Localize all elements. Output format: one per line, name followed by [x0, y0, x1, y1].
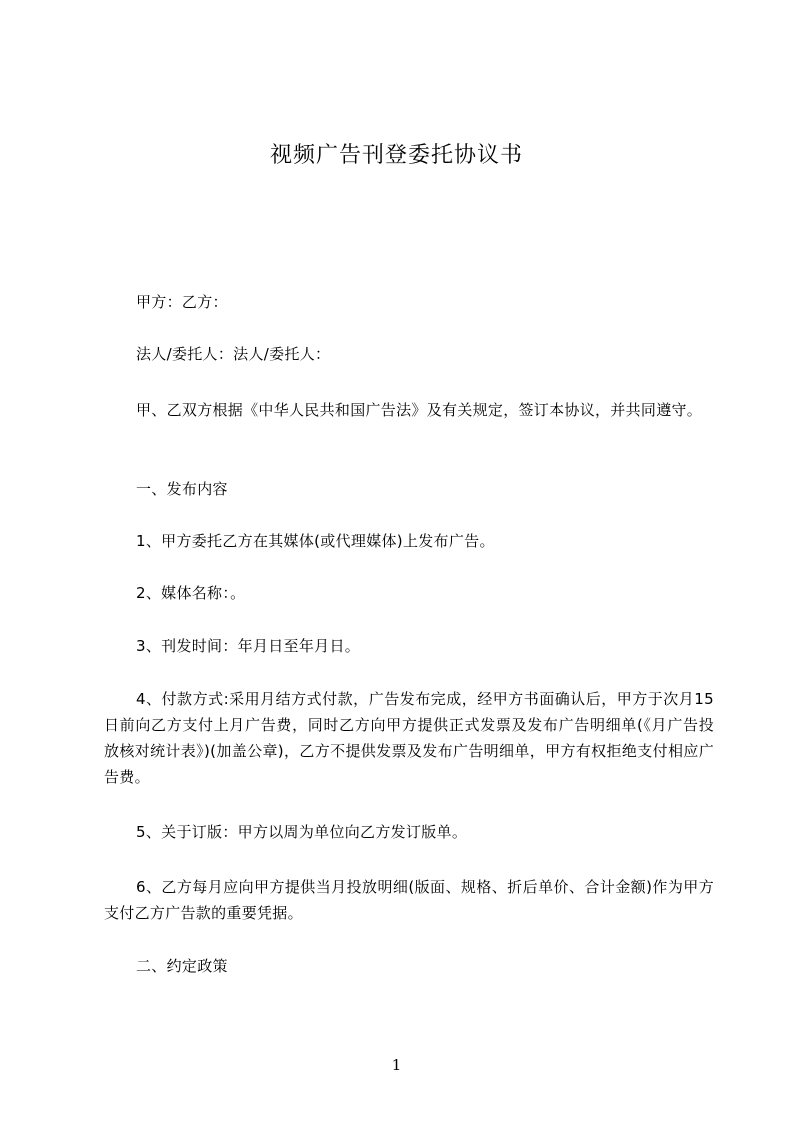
document-title: 视频广告刊登委托协议书	[269, 143, 523, 168]
party-names-line: 甲方：乙方：	[136, 293, 228, 311]
clause-1: 1、甲方委托乙方在其媒体(或代理媒体)上发布广告。	[136, 532, 495, 550]
clause-2: 2、媒体名称：。	[136, 584, 246, 602]
clause-4: 4、付款方式:采用月结方式付款，广告发布完成，经甲方书面确认后，甲方于次月15日前向乙方支付上月广告费，同时乙方向甲方提供正式发票及发布广告明细单(《月广告投放核对统计表》)(加盖公章)，乙方不提供发票及发布广告明细单，甲方有权拒绝支付相应广告费。	[104, 690, 714, 786]
section-heading-policy: 二、约定政策	[136, 957, 228, 975]
clause-5: 5、关于订版：甲方以周为单位向乙方发订版单。	[136, 823, 468, 841]
page-number: 1	[391, 1056, 402, 1074]
representatives-line: 法人/委托人：法人/委托人：	[136, 345, 331, 363]
section-heading-content: 一、发布内容	[136, 480, 228, 498]
clause-6: 6、乙方每月应向甲方提供当月投放明细(版面、规格、折后单价、合计金额)作为甲方支付乙方广告款的重要凭据。	[104, 878, 714, 922]
clause-3: 3、刊发时间：年月日至年月日。	[136, 637, 361, 655]
preamble-paragraph: 甲、乙双方根据《中华人民共和国广告法》及有关规定，签订本协议，并共同遵守。	[136, 401, 703, 419]
